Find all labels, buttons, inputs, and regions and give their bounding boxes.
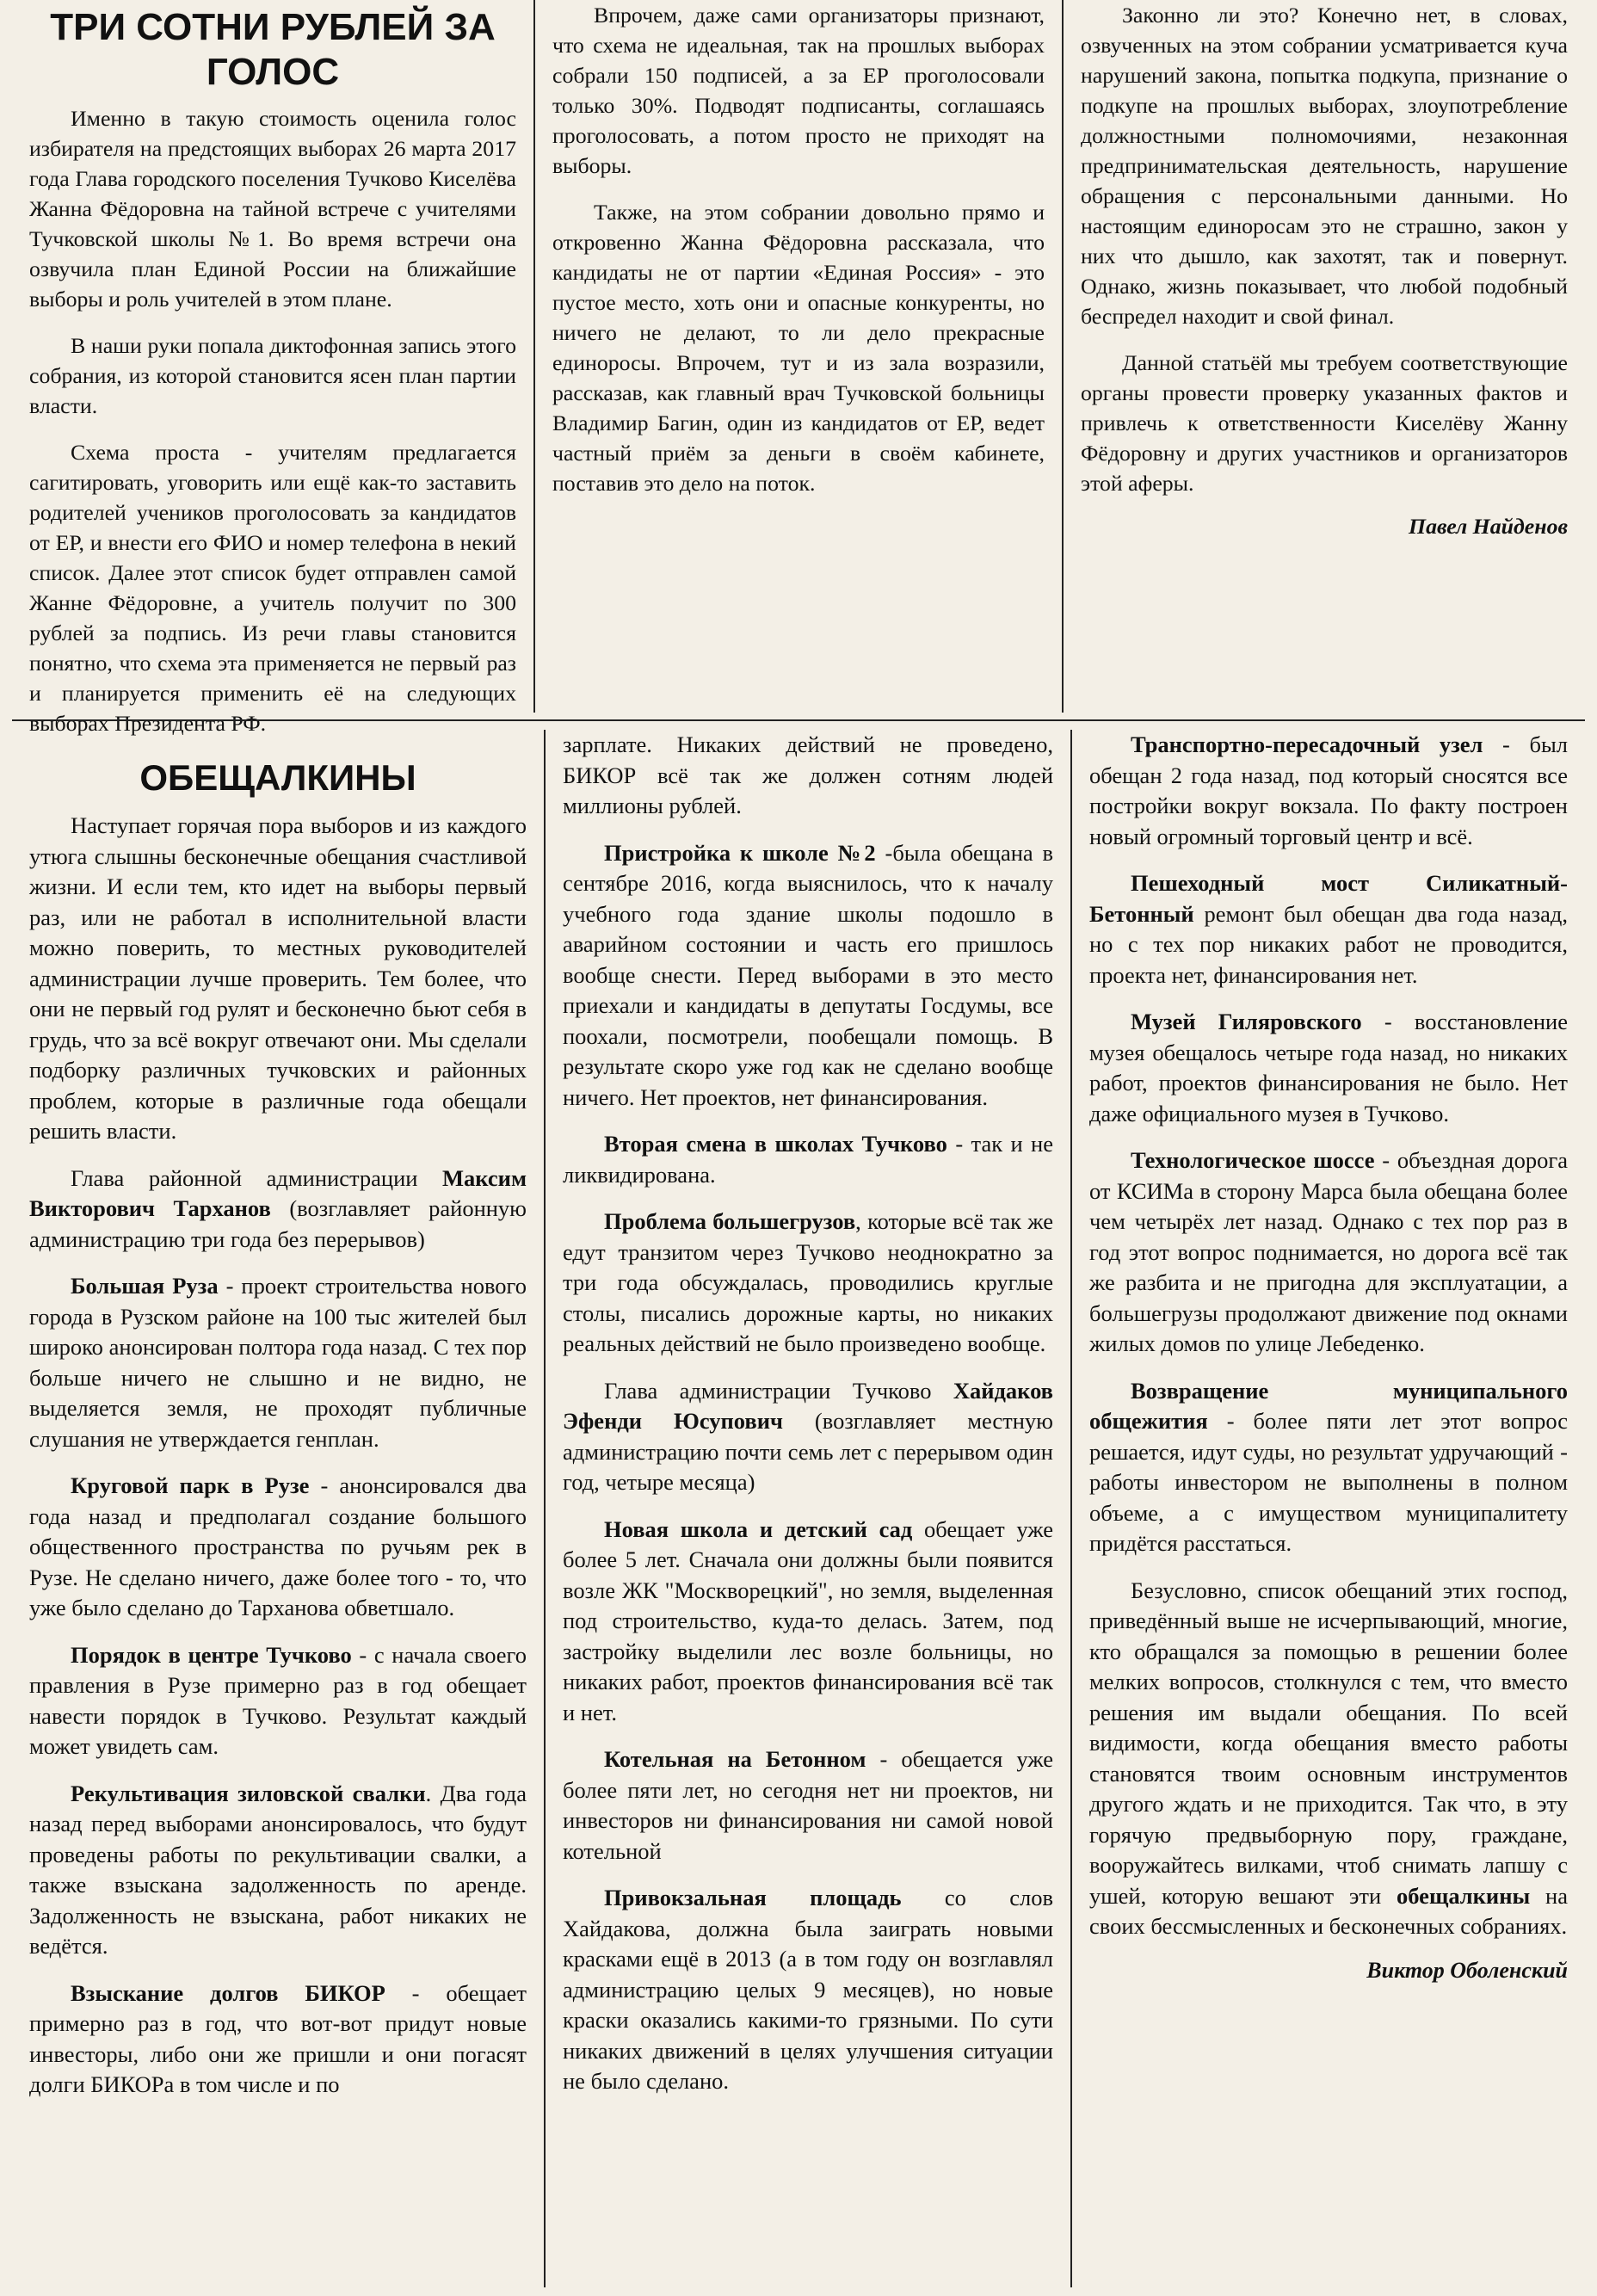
promise-title: Транспортно-пересадочный узел <box>1131 731 1483 757</box>
article2-column-3 <box>1070 730 1585 2287</box>
promise-title: Круговой парк в Рузе <box>71 1472 310 1498</box>
article-three-hundred-rubles <box>12 0 1585 736</box>
article1-title: ТРИ СОТНИ РУБЛЕЙ ЗА ГОЛОС <box>50 6 496 93</box>
promise-item: Привокзальная площадь со слов Хайдакова, должна была заиграть новыми красками ещё в 2013 (а в том году он возглавлял администрацию целых 9 месяцев), но новые краски оказались какими-то грязными. По сути никаких движений в целях улучшения ситуации не было сделано. <box>563 1885 1054 2094</box>
article2-column-2 <box>544 730 1070 2287</box>
article-divider <box>12 719 1585 721</box>
promise-title: Вторая смена в школах Тучково <box>604 1131 947 1157</box>
article1-paragraph: Данной статьёй мы требуем соответствующие органы провести проверку указанных фактов и привлечь к ответственности Киселёву Жанну Фёдоровну и других участников и организаторов этой аферы. <box>1081 350 1568 496</box>
promise-item: Пешеходный мост Силикатный-Бетонный ремонт был обещан два года назад, но с тех пор никаких работ не проводится, проекта нет, финансирования нет. <box>1089 870 1568 988</box>
official-heading-tarkhanov: Глава районной администрации Максим Викторович Тарханов (возглавляет районную администрацию три года без перерывов) <box>29 1164 527 1252</box>
promise-item: Новая школа и детский сад обещает уже более 5 лет. Сначала они должны были появится возле ЖК "Москворецкий", но земля, выделенная под строительство, куда-то делась. Затем, под застройку выделили лес возле больницы, но никаких работ, проектов финансирования всё так и нет. <box>563 1515 1053 1725</box>
promise-title: Музей Гиляровского <box>1131 1009 1362 1034</box>
promise-title: Порядок в центре Тучково <box>71 1641 352 1668</box>
article1-paragraph: В наши руки попала диктофонная запись этого собрания, из которой становится ясен план партии власти. <box>29 333 516 418</box>
article1-paragraph: Именно в такую стоимость оценила голос избирателя на предстоящих выборах 26 марта 2017 года Глава городского поселения Тучково Киселёва Жанна Фёдоровна на тайной встрече с учителями Тучковской школы №1. Во время встречи она озвучила план Единой России на ближайшие выборы и роль учителей в этом плане. <box>29 106 516 312</box>
promise-title: Технологическое шоссе <box>1131 1147 1375 1173</box>
promise-item-continuation: зарплате. Никаких действий не проведено, БИКОР всё так же должен сотням людей миллионы рублей. <box>563 731 1053 818</box>
promise-title: Пристройка к школе №2 <box>604 839 876 866</box>
article1-column-1 <box>12 0 533 736</box>
promise-item: Возвращение муниципального общежития - более пяти лет этот вопрос решается, идут суды, но результат удручающий - работы инвестором не выполнены в полном объеме, а с имуществом муниципалитету придётся расстаться. <box>1089 1377 1568 1556</box>
article1-paragraph: Схема проста - учителям предлагается сагитировать, уговорить или ещё как-то заставить родителей учеников проголосовать за кандидатов от ЕР, и внести его ФИО и номер телефона в некий список. Далее этот список будет отправлен самой Жанне Фёдоровне, а учитель получит по 300 рублей за подпись. Из речи главы становится понятно, что схема эта применяется не первый раз и планируется применить её на следующих выборах Президента РФ. <box>29 440 516 736</box>
article1-paragraph: Впрочем, даже сами организаторы признают, что схема не идеальная, так на прошлых выборах собрали 150 подписей, а за ЕР проголосовали только 30%. Подводят подписанты, соглашаясь проголосовать, а потом просто не приходят на выборы. <box>552 3 1045 178</box>
article2-author: Виктор Оболенский <box>1366 1957 1568 1983</box>
promise-item: Круговой парк в Рузе - анонсировался два года назад и предполагал создание большого общественного пространства по ручьям рек в Рузе. Не сделано ничего, даже более того - то, что уже было сделано до Тарханова обветшало. <box>29 1472 527 1620</box>
article2-title: ОБЕЩАЛКИНЫ <box>139 757 416 798</box>
promise-item: Взыскание долгов БИКОР - обещает примерно раз в год, что вот-вот придут новые инвесторы, либо они же пришли и они погасят долги БИКОРа в том числе и по <box>29 1979 527 2097</box>
promise-item: Музей Гиляровского - восстановление музея обещалось четыре года назад, но никаких работ, проектов финансирования не было. Нет даже официального музея в Тучково. <box>1089 1009 1568 1126</box>
article2-column-1 <box>12 730 544 2287</box>
promise-title: Привокзальная площадь <box>604 1885 902 1910</box>
official-name: Хайдаков Эфенди Юсупович <box>563 1377 1053 1434</box>
promise-item: Транспортно-пересадочный узел - был обещан 2 года назад, под который сносятся все постройки вокруг вокзала. По факту построен новый огромный торговый центр и всё. <box>1089 731 1569 849</box>
promise-title: Возвращение муниципального общежития <box>1089 1377 1568 1434</box>
promise-title: Пешеходный мост Силикатный-Бетонный <box>1089 870 1568 927</box>
promise-item: Проблема большегрузов, которые всё так же едут транзитом через Тучково неоднократно за три года обсуждалась, проводились круглые столы, писались дорожные карты, но никаких реальных действий не было произведено вообще. <box>563 1208 1054 1356</box>
official-heading-khaydakov: Глава администрации Тучково Хайдаков Эфенди Юсупович (возглавляет местную администрацию почти семь лет с перерывом один год, четыре месяца) <box>563 1377 1053 1495</box>
promise-title: Большая Руза <box>71 1273 219 1299</box>
article1-author: Павел Найденов <box>1409 514 1568 539</box>
promise-item: Порядок в центре Тучково - с начала своего правления в Рузе примерно раз в год обещает навести порядок в Тучково. Результат каждый может увидеть сам. <box>29 1641 527 1759</box>
promise-item: Большая Руза - проект строительства нового города в Рузском районе на 100 тыс жителей был широко анонсирован полтора года назад. С тех пор больше ничего не слышно и не видно, не выделяется земля, не проходят публичные слушания не утверждается генплан. <box>29 1273 527 1452</box>
promise-title: Котельная на Бетонном <box>604 1746 866 1772</box>
promise-title: Рекультивация зиловской свалки <box>71 1780 426 1806</box>
article1-column-2 <box>533 0 1062 713</box>
article1-paragraph: Также, на этом собрании довольно прямо и откровенно Жанна Фёдоровна рассказала, что кандидаты не от партии «Единая Россия» - это пустое место, хоть они и опасные конкуренты, но ничего не делают, то ли дело прекрасные единоросы. Впрочем, тут и из зала возразили, рассказав, как главный врач Тучковской больницы Владимир Багин, один из кандидатов от ЕР, ведет частный приём за деньги в своём кабинете, поставив это дело на поток. <box>552 200 1045 496</box>
article-obeshchalkiny <box>12 730 1585 2287</box>
promise-item: Пристройка к школе №2 -была обещана в сентябре 2016, когда выяснилось, что к началу учебного года здание школы подошло в аварийном состоянии и часть его пришлось вообще снести. Перед выборами в это место приехали и кандидаты в депутаты Госдумы, все поохали, посмотрели, пообещали помощь. В результате скоро уже год как не сделано вообще ничего. Нет проектов, нет финансирования. <box>563 839 1053 1110</box>
article1-paragraph: Законно ли это? Конечно нет, в словах, озвученных на этом собрании усматривается куча нарушений закона, попытка подкупа, признание о подкупе на прошлых выборах, злоупотребление должностными полномочиями, незаконная предпринимательская деятельность, нарушение обращения с персональными данными. Но настоящим единоросам это не страшно, закон у них что дышло, как захотят, так и повернут. Однако, жизнь показывает, что любой подобный беспредел находит и свой финал. <box>1081 3 1568 329</box>
article2-conclusion: Безусловно, список обещаний этих господ, приведённый выше не исчерпывающий, многие, кто обращался за помощью в решении более мелких вопросов, столкнулся с тем, что вместо решения им выдали обещания. По всей видимости, когда обещания вместо работы становятся твоим основным инструментов другого ждать и не приходится. Так что, в эту горячую предвыборную пору, граждане, вооружайтесь вилками, чтоб снимать лапшу с ушей, которую вешают эти обещалкины на своих бессмысленных и бесконечных собраниях. <box>1089 1577 1568 1939</box>
promise-item: Котельная на Бетонном - обещается уже более пяти лет, но сегодня нет ни проектов, ни инвесторов ни финансирования ни самой новой котельной <box>563 1746 1053 1864</box>
promise-item: Технологическое шоссе - объездная дорога от КСИМа в сторону Марса была обещана более чем четырёх лет назад. Однако с тех пор раз в год этот вопрос поднимается, но дорога всё так же разбита и не пригодна для эксплуатации, а большегрузы продолжают движение под окнами жилых домов по улице Лебеденко. <box>1089 1147 1568 1356</box>
official-name: Максим Викторович Тарханов <box>29 1164 527 1221</box>
article1-column-3 <box>1062 0 1585 713</box>
promise-item: Рекультивация зиловской свалки. Два года назад перед выборами анонсировалось, что будут проведены работы по рекультивации свалки, а также взыскана задолженность по аренде. Задолженность не взыскана, работ никаких не ведётся. <box>29 1780 527 1959</box>
promise-item: Вторая смена в школах Тучково - так и не ликвидирована. <box>563 1131 1053 1188</box>
promise-title: Взыскание долгов БИКОР <box>71 1979 385 2006</box>
article2-intro: Наступает горячая пора выборов и из каждого утюга слышны бесконечные обещания счастливой жизни. И если тем, кто идет на выборы первый раз, или не работал в исполнительной власти можно поверить, то местных руководителей администрации лучше проверить. Тем более, что они не первый год рулят и бесконечно бьют себя в грудь, что за всё вокруг отвечают они. Мы сделали подборку различных тучковских и районных проблем, которые в различные года обещали решить власти. <box>29 812 527 1144</box>
promise-title: Проблема большегрузов <box>604 1208 856 1234</box>
promise-title: Новая школа и детский сад <box>604 1515 913 1542</box>
